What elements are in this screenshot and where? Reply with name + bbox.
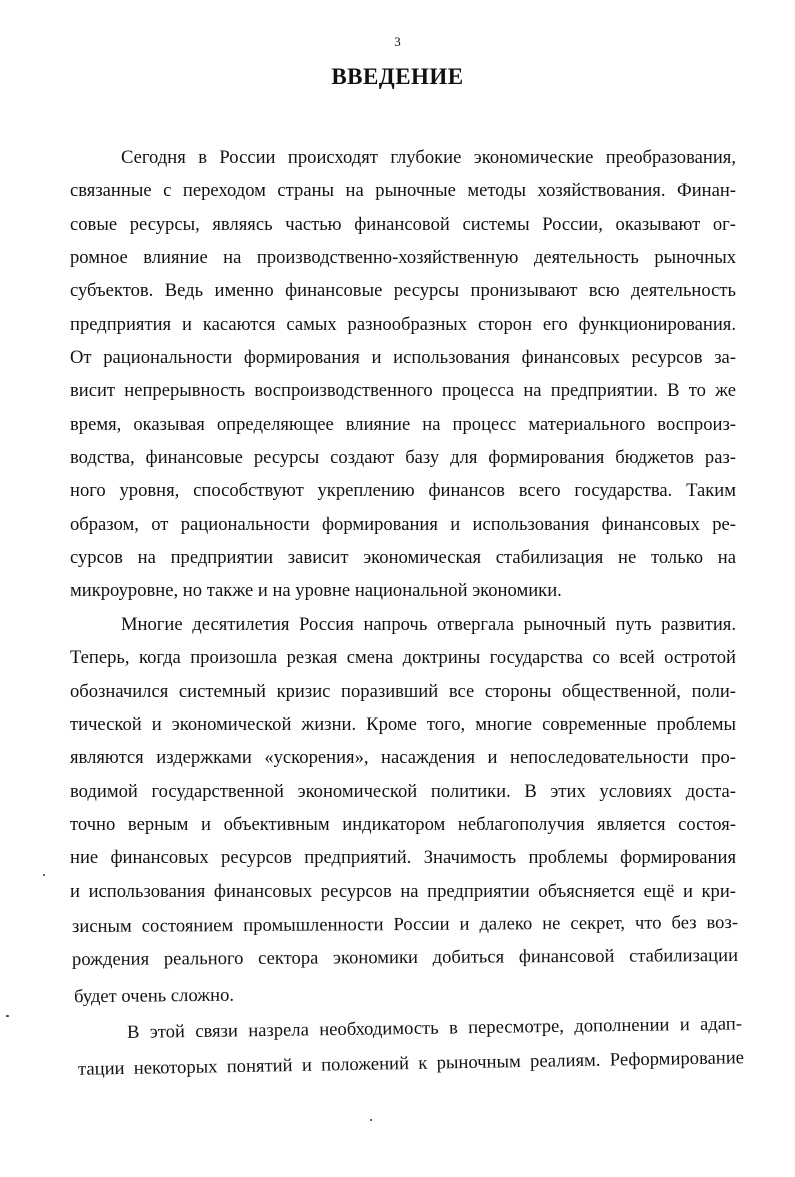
text-line: зисным состоянием промышленности России и далеко не секрет, что без воз- bbox=[71, 911, 739, 937]
paragraph-3 bbox=[70, 1008, 745, 1081]
text-line: водимой государственной экономической политики. В этих условиях доста- bbox=[70, 780, 736, 802]
text-line: От рациональности формирования и использования финансовых ресурсов за- bbox=[70, 347, 736, 369]
paragraph-2 bbox=[70, 608, 739, 1008]
text-line: сурсов на предприятии зависит экономическая стабилизация не только на bbox=[70, 547, 736, 569]
text-line: являются издержками «ускорения», насаждения и непоследовательности про- bbox=[70, 747, 736, 769]
text-line: висит непрерывность воспроизводственного процесса на предприятии. В то же bbox=[70, 380, 736, 402]
text-line: тической и экономической жизни. Кроме того, многие современные проблемы bbox=[70, 713, 736, 735]
text-line: ние финансовых ресурсов предприятий. Значимость проблемы формирования bbox=[70, 847, 736, 869]
text-line: Теперь, когда произошла резкая смена доктрины государства со всей остротой bbox=[70, 647, 736, 669]
text-line: и использования финансовых ресурсов на предприятии объясняется ещё и кри- bbox=[70, 880, 736, 902]
text-line: ромное влияние на производственно-хозяйственную деятельность рыночных bbox=[70, 247, 736, 269]
text-line: образом, от рациональности формирования и использования финансовых ре- bbox=[70, 513, 736, 535]
scan-speck bbox=[370, 1119, 372, 1121]
page-title: ВВЕДЕНИЕ bbox=[331, 64, 464, 89]
text-line: точно верным и объективным индикатором неблагополучия является состоя- bbox=[70, 813, 736, 835]
scan-speck bbox=[43, 874, 45, 876]
text-line: Многие десятилетия Россия напрочь отвергала рыночный путь развития. bbox=[121, 613, 736, 635]
scan-speck bbox=[6, 1015, 9, 1017]
text-line: водства, финансовые ресурсы создают базу для формирования бюджетов раз- bbox=[70, 447, 736, 469]
page-number: 3 bbox=[394, 34, 401, 49]
text-line: связанные с переходом страны на рыночные методы хозяйствования. Финан- bbox=[70, 180, 736, 202]
text-line: время, оказывая определяющее влияние на процесс материального воспроиз- bbox=[70, 413, 736, 435]
text-line: субъектов. Ведь именно финансовые ресурсы пронизывают всю деятельность bbox=[70, 280, 736, 302]
paragraph-1 bbox=[70, 141, 736, 608]
text-line: совые ресурсы, являясь частью финансовой системы России, оказывают ог- bbox=[70, 213, 736, 235]
text-line: ного уровня, способствуют укреплению финансов всего государства. Таким bbox=[70, 480, 736, 502]
document-body bbox=[70, 141, 745, 1081]
text-line: будет очень сложно. bbox=[73, 984, 235, 1007]
text-line: Сегодня в России происходят глубокие экономические преобразования, bbox=[121, 147, 736, 168]
text-line: предприятия и касаются самых разнообразных сторон его функционирования. bbox=[70, 313, 736, 335]
text-line: микроуровне, но также и на уровне национальной экономики. bbox=[70, 580, 562, 602]
text-line: В этой связи назрела необходимость в пересмотре, дополнении и адап- bbox=[126, 1013, 743, 1043]
text-line: тации некоторых понятий и положений к рыночным реалиям. Реформирование bbox=[77, 1047, 745, 1081]
text-line: рождения реального сектора экономики добиться финансовой стабилизации bbox=[71, 945, 739, 971]
text-line: обозначился системный кризис поразивший все стороны общественной, поли- bbox=[70, 680, 736, 702]
